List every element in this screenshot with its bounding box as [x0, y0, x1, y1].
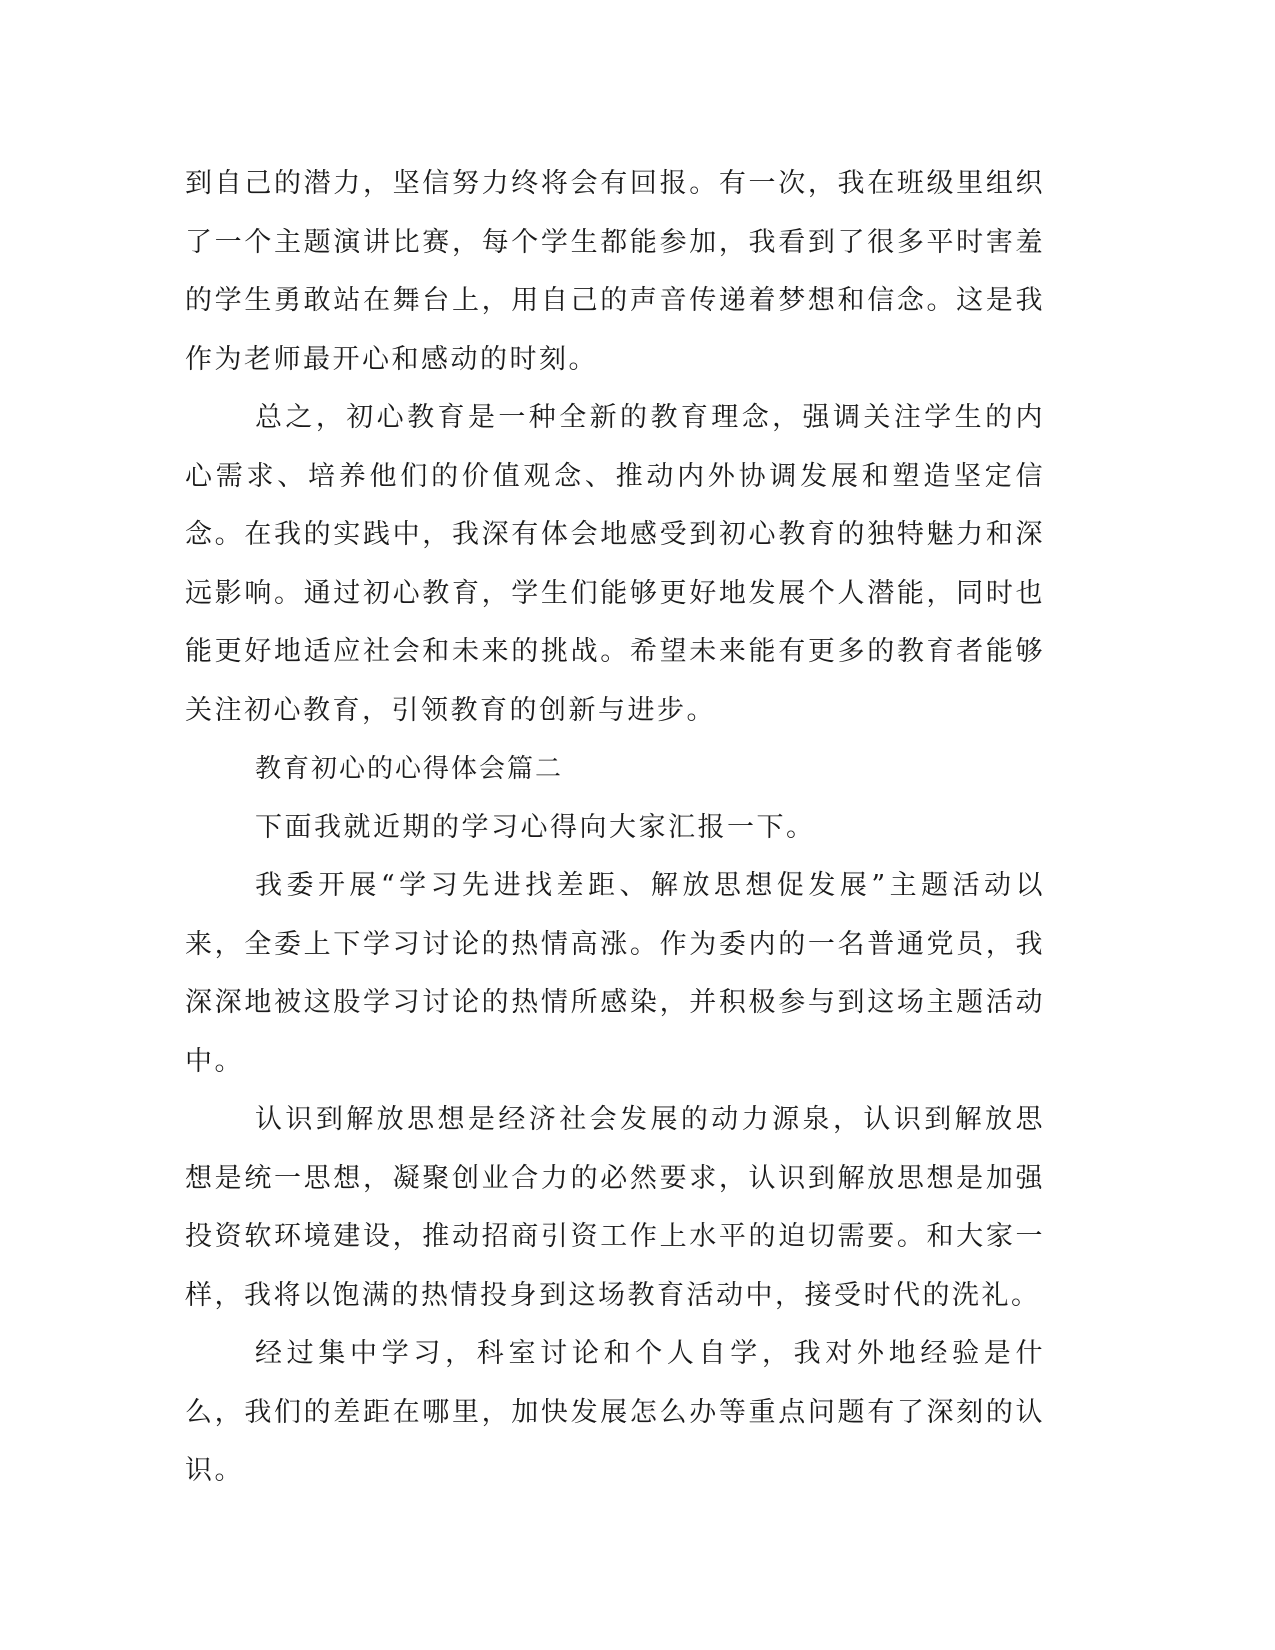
paragraph-summary: 总之，初心教育是一种全新的教育理念，强调关注学生的内心需求、培养他们的价值观念、推动内外协调发展和塑造坚定信念。在我的实践中，我深有体会地感受到初心教育的独特魅力和深远影响。通过初心教育，学生们能够更好地发展个人潜能，同时也能更好地适应社会和未来的挑战。希望未来能有更多的教育者能够关注初心教育，引领教育的创新与进步。	[185, 402, 1045, 726]
paragraph-intro: 下面我就近期的学习心得向大家汇报一下。	[255, 811, 816, 843]
paragraph-study: 经过集中学习，科室讨论和个人自学，我对外地经验是什么，我们的差距在哪里，加快发展怎么办等重点问题有了深刻的认识。	[185, 1338, 1045, 1486]
paragraph-understanding: 认识到解放思想是经济社会发展的动力源泉，认识到解放思想是统一思想，凝聚创业合力的必然要求，认识到解放思想是加强投资软环境建设，推动招商引资工作上水平的迫切需要。和大家一样，我将以饱满的热情投身到这场教育活动中，接受时代的洗礼。	[185, 1104, 1045, 1311]
paragraph-activity: 我委开展“学习先进找差距、解放思想促发展”主题活动以来，全委上下学习讨论的热情高涨。作为委内的一名普通党员，我深深地被这股学习讨论的热情所感染，并积极参与到这场主题活动中。	[185, 870, 1045, 1077]
document-body	[185, 155, 1045, 1501]
section-heading: 教育初心的心得体会篇二	[255, 754, 564, 784]
paragraph-continuation: 到自己的潜力，坚信努力终将会有回报。有一次，我在班级里组织了一个主题演讲比赛，每个学生都能参加，我看到了很多平时害羞的学生勇敢站在舞台上，用自己的声音传递着梦想和信念。这是我作为老师最开心和感动的时刻。	[185, 168, 1045, 375]
